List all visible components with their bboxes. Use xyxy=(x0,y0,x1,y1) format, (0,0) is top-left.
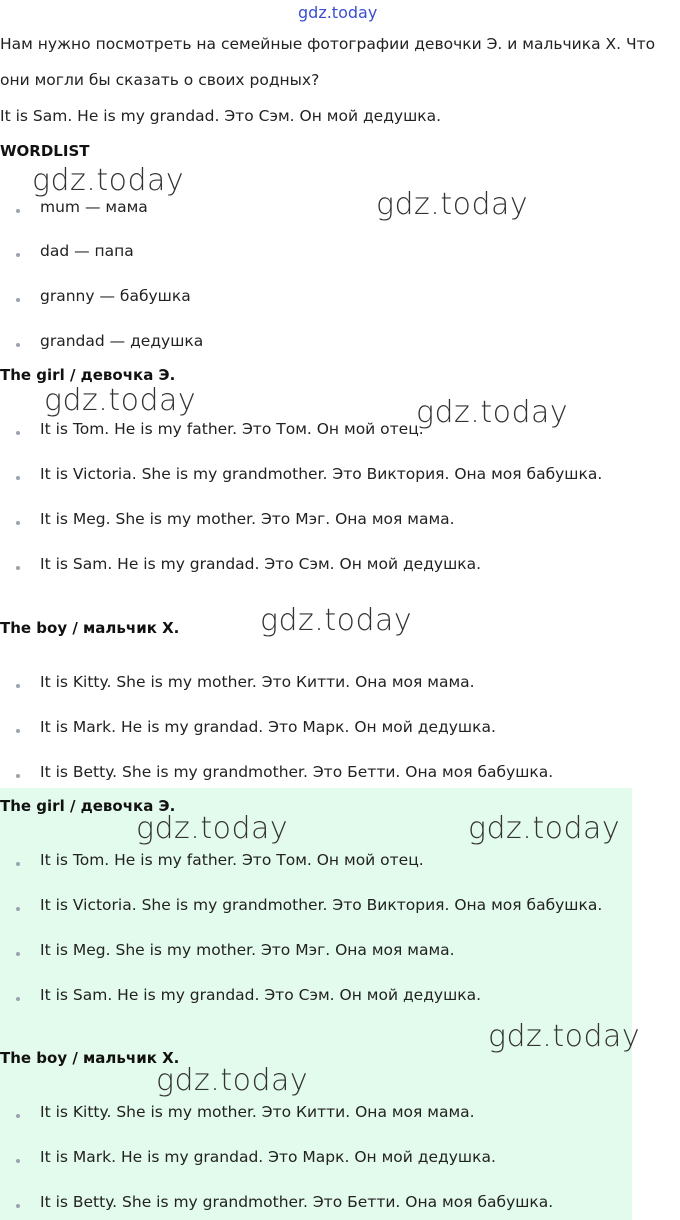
watermark: gdz.today xyxy=(376,187,529,222)
boy-section-heading: The boy / мальчик Х. xyxy=(0,619,180,637)
answer-girl-item: It is Tom. He is my father. Это Том. Он мой отец. xyxy=(40,851,424,869)
answer-boy-heading: The boy / мальчик Х. xyxy=(0,1049,180,1067)
boy-item: It is Kitty. She is my mother. Это Китти. Она моя мама. xyxy=(40,673,475,691)
bullet xyxy=(16,1114,20,1118)
bullet xyxy=(16,774,20,778)
wordlist-item: grandad — дедушка xyxy=(40,332,204,350)
girl-item: It is Sam. He is my grandad. Это Сэм. Он мой дедушка. xyxy=(40,555,482,573)
bullet xyxy=(16,729,20,733)
bullet xyxy=(16,431,20,435)
wordlist-item: dad — папа xyxy=(40,242,134,260)
watermark: gdz.today xyxy=(156,1063,309,1098)
watermark: gdz.today xyxy=(32,163,185,198)
girl-item: It is Victoria. She is my grandmother. Это Виктория. Она моя бабушка. xyxy=(40,465,603,483)
boy-item: It is Mark. He is my grandad. Это Марк. Он мой дедушка. xyxy=(40,718,496,736)
wordlist-item: mum — мама xyxy=(40,198,148,216)
girl-section-heading: The girl / девочка Э. xyxy=(0,366,176,384)
bullet xyxy=(16,566,20,570)
bullet xyxy=(16,862,20,866)
bullet xyxy=(16,952,20,956)
bullet xyxy=(16,997,20,1001)
bullet xyxy=(16,476,20,480)
bullet xyxy=(16,343,20,347)
bullet xyxy=(16,521,20,525)
site-link[interactable]: gdz.today xyxy=(298,3,378,22)
watermark: gdz.today xyxy=(416,395,569,430)
girl-item: It is Tom. He is my father. Это Том. Он мой отец. xyxy=(40,420,424,438)
watermark: gdz.today xyxy=(488,1019,641,1054)
bullet xyxy=(16,1204,20,1208)
watermark: gdz.today xyxy=(136,811,289,846)
answer-girl-heading: The girl / девочка Э. xyxy=(0,797,176,815)
boy-item: It is Betty. She is my grandmother. Это Бетти. Она моя бабушка. xyxy=(40,763,554,781)
wordlist-item: granny — бабушка xyxy=(40,287,191,305)
bullet xyxy=(16,684,20,688)
answer-boy-item: It is Betty. She is my grandmother. Это Бетти. Она моя бабушка. xyxy=(40,1193,554,1211)
bullet xyxy=(16,1159,20,1163)
example-sentence: It is Sam. He is my grandad. Это Сэм. Он мой дедушка. xyxy=(0,107,442,125)
bullet xyxy=(16,253,20,257)
bullet xyxy=(16,907,20,911)
wordlist-heading: WORDLIST xyxy=(0,142,90,160)
watermark: gdz.today xyxy=(44,383,197,418)
answer-girl-item: It is Sam. He is my grandad. Это Сэм. Он мой дедушка. xyxy=(40,986,482,1004)
answer-girl-item: It is Victoria. She is my grandmother. Это Виктория. Она моя бабушка. xyxy=(40,896,603,914)
watermark: gdz.today xyxy=(260,603,413,638)
girl-item: It is Meg. She is my mother. Это Мэг. Она моя мама. xyxy=(40,510,455,528)
answer-boy-item: It is Mark. He is my grandad. Это Марк. Он мой дедушка. xyxy=(40,1148,496,1166)
bullet xyxy=(16,209,20,213)
watermark: gdz.today xyxy=(468,811,621,846)
intro-line-2: они могли бы сказать о своих родных? xyxy=(0,71,320,89)
answer-girl-item: It is Meg. She is my mother. Это Мэг. Она моя мама. xyxy=(40,941,455,959)
bullet xyxy=(16,298,20,302)
intro-line-1: Нам нужно посмотреть на семейные фотографии девочки Э. и мальчика Х. Что xyxy=(0,35,656,53)
answer-boy-item: It is Kitty. She is my mother. Это Китти. Она моя мама. xyxy=(40,1103,475,1121)
